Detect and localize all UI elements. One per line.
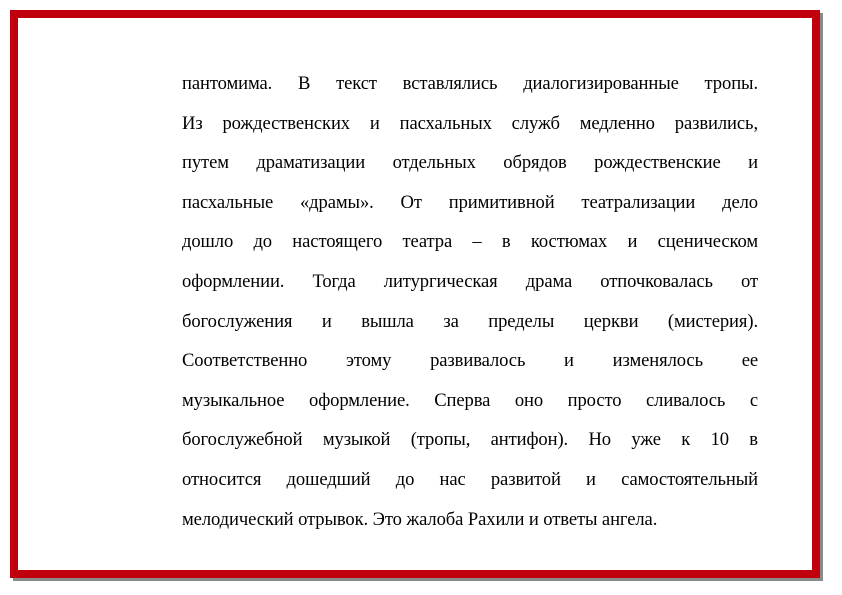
text-line-11: относится дошедший до нас развитой и самостоятельный bbox=[182, 468, 758, 490]
text-line-12: мелодический отрывок. Это жалоба Рахили и ответы ангела. bbox=[182, 508, 658, 530]
body-text bbox=[182, 64, 758, 539]
text-line-2: Из рождественских и пасхальных служб медленно развились, bbox=[182, 112, 758, 134]
text-line-9: музыкальное оформление. Сперва оно просто сливалось с bbox=[182, 389, 758, 411]
text-line-4: пасхальные «драмы». От примитивной театрализации дело bbox=[182, 191, 758, 213]
text-line-10: богослужебной музыкой (тропы, антифон). Но уже к 10 в bbox=[182, 429, 758, 451]
text-line-8: Соответственно этому развивалось и изменялось ее bbox=[182, 350, 758, 372]
text-line-5: дошло до настоящего театра – в костюмах и сценическом bbox=[182, 231, 758, 253]
text-line-7: богослужения и вышла за пределы церкви (мистерия). bbox=[182, 310, 758, 332]
text-line-1: пантомима. В текст вставлялись диалогизированные тропы. bbox=[182, 73, 758, 94]
slide-frame bbox=[10, 10, 820, 578]
text-line-3: путем драматизации отдельных обрядов рождественские и bbox=[182, 152, 758, 174]
text-line-6: оформлении. Тогда литургическая драма отпочковалась от bbox=[182, 270, 758, 292]
